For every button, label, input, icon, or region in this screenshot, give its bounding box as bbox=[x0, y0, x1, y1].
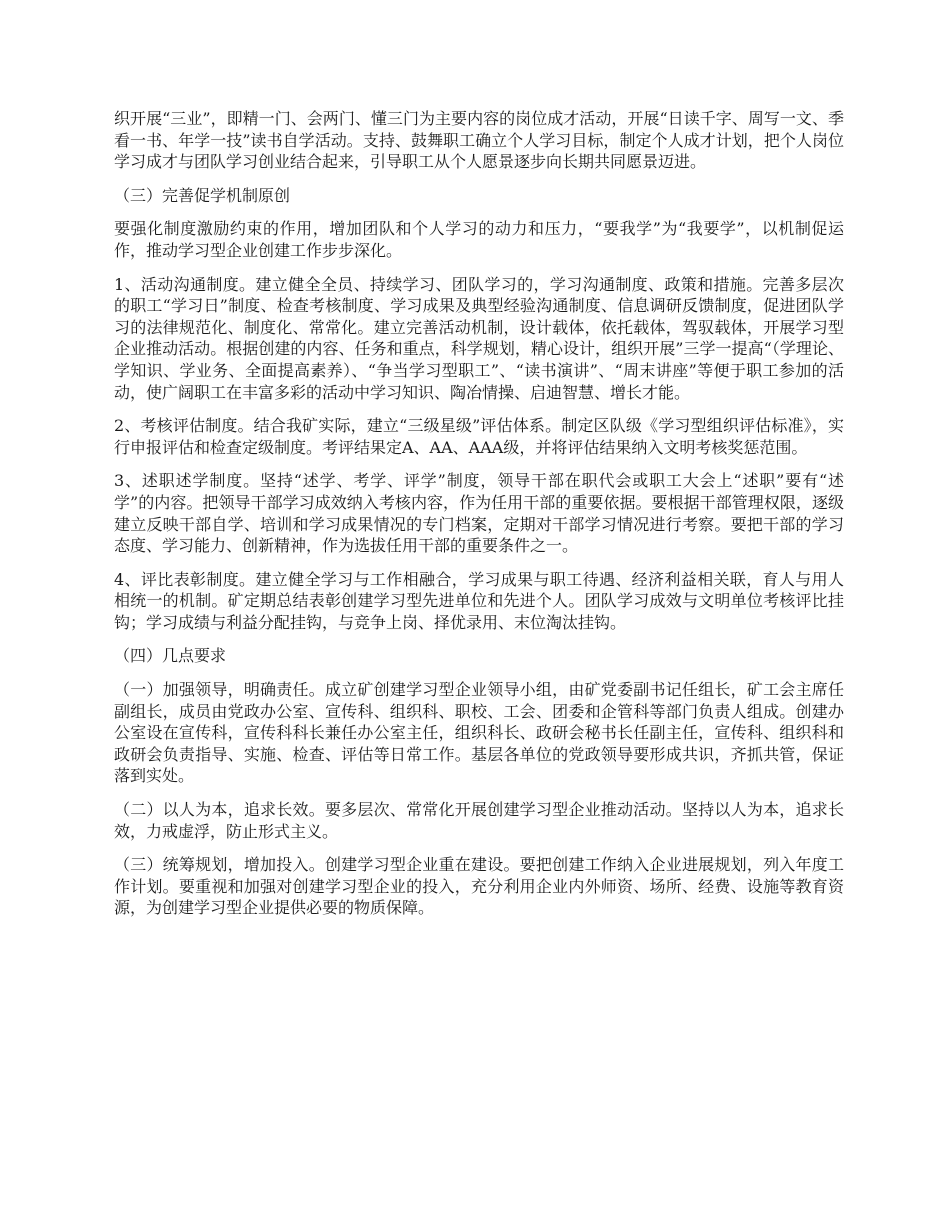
paragraph-item-1-communication: 1、活动沟通制度。建立健全全员、持续学习、团队学习的，学习沟通制度、政策和措施。完善多层次的职工“学习日”制度、检查考核制度、学习成果及典型经验沟通制度、信息调研反馈制度，促进团队学习的法律规范化、制度化、常常化。建立完善活动机制，设计载体，依托载体，驾驭载体，开展学习型企业推动活动。根据创建的内容、任务和重点，科学规划，精心设计，组织开展”三学一提高“（学理论、学知识、学业务、全面提高素养）、“争当学习型职工”、“读书演讲”、“周末讲座”等便于职工参加的活动，使广阔职工在丰富多彩的活动中学习知识、陶冶情操、启迪智慧、增长才能。 bbox=[114, 274, 844, 402]
section-heading-mechanism: （三）完善促学机制原创 bbox=[114, 185, 291, 205]
paragraph-item-4-commendation: 4、评比表彰制度。建立健全学习与工作相融合，学习成果与职工待遇、经济利益相关联，育人与用人相统一的机制。矿定期总结表彰创建学习型先进单位和先进个人。团队学习成效与文明单位考核评比挂钩；学习成绩与利益分配挂钩，与竞争上岗、择优录用、末位淘汰挂钩。 bbox=[114, 569, 844, 632]
paragraph-requirement-3-planning: （三）统筹规划，增加投入。创建学习型企业重在建设。要把创建工作纳入企业进展规划，列入年度工作计划。要重视和加强对创建学习型企业的投入，充分利用企业内外师资、场所、经费、设施等教育资源，为创建学习型企业提供必要的物质保障。 bbox=[114, 855, 844, 918]
paragraph-requirement-1-leadership: （一）加强领导，明确责任。成立矿创建学习型企业领导小组，由矿党委副书记任组长，矿工会主席任副组长，成员由党政办公室、宣传科、组织科、职校、工会、团委和企管科等部门负责人组成。创建办公室设在宣传科，宣传科科长兼任办公室主任，组织科长、政研会秘书长任副主任，宣传科、组织科和政研会负责指导、实施、检查、评估等日常工作。基层各单位的党政领导要形成共识，齐抓共管，保证落到实处。 bbox=[114, 680, 844, 786]
paragraph-mechanism-intro: 要强化制度激励约束的作用，增加团队和个人学习的动力和压力，“要我学”为“我要学”，以机制促运作，推动学习型企业创建工作步步深化。 bbox=[114, 219, 844, 260]
paragraph-item-2-assessment: 2、考核评估制度。结合我矿实际，建立“三级星级”评估体系。制定区队级《学习型组织评估标准》，实行申报评估和检查定级制度。考评结果定A、AA、AAA级，并将评估结果纳入文明考核奖惩范围。 bbox=[114, 416, 844, 457]
paragraph-item-3-reporting: 3、述职述学制度。坚持“述学、考学、评学”制度，领导干部在职代会或职工大会上“述职”要有“述学”的内容。把领导干部学习成效纳入考核内容，作为任用干部的重要依据。要根据干部管理权限，逐级建立反映干部自学、培训和学习成果情况的专门档案，定期对干部学习情况进行考察。要把干部的学习态度、学习能力、创新精神，作为选拔任用干部的重要条件之一。 bbox=[114, 471, 844, 556]
section-heading-requirements: （四）几点要求 bbox=[114, 646, 227, 666]
paragraph-intro-continued: 织开展“三业”，即精一门、会两门、懂三门为主要内容的岗位成才活动，开展“日读千字、周写一文、季看一书、年学一技”读书自学活动。支持、鼓舞职工确立个人学习目标，制定个人成才计划，把个人岗位学习成才与团队学习创业结合起来，引导职工从个人愿景逐步向长期共同愿景迈进。 bbox=[114, 109, 844, 172]
document-body bbox=[114, 108, 844, 931]
paragraph-requirement-2-people: （二）以人为本，追求长效。要多层次、常常化开展创建学习型企业推动活动。坚持以人为本，追求长效，力戒虚浮，防止形式主义。 bbox=[114, 800, 844, 841]
